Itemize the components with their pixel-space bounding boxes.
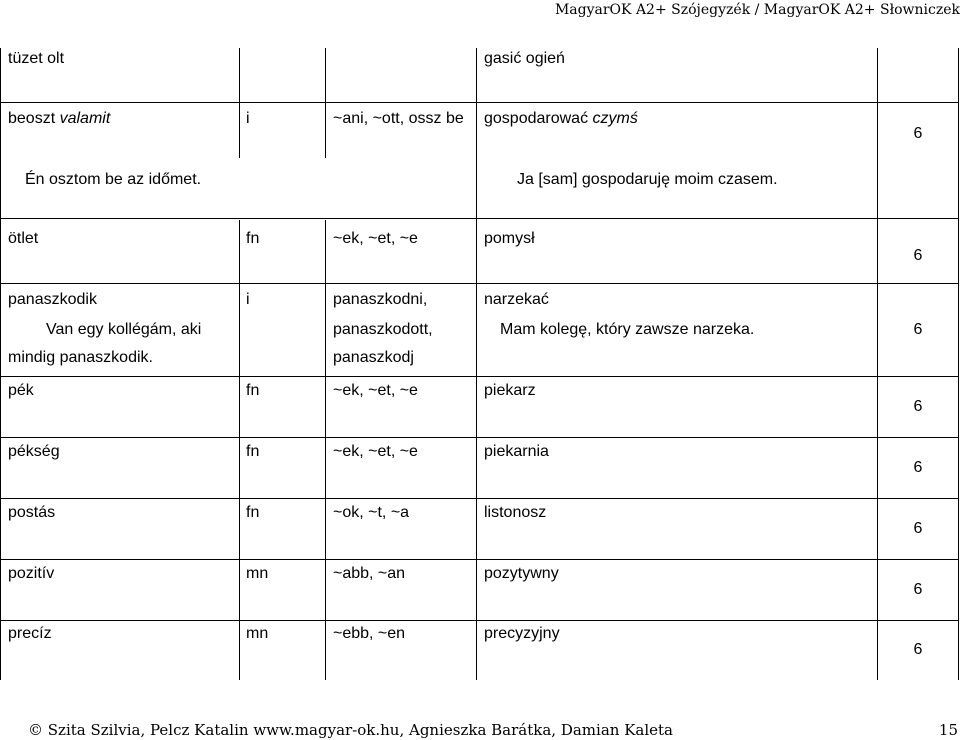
row-divider	[0, 102, 959, 103]
row-divider	[0, 437, 959, 438]
page-number: 15	[938, 721, 958, 739]
table-row-example-pl: Mam kolegę, który zawsze narzeka.	[500, 321, 755, 338]
table-row-pl: precyzyjny	[484, 625, 560, 642]
table-row-type: mn	[246, 625, 269, 642]
table-row-pl: piekarnia	[484, 443, 549, 460]
table-row-forms: ~abb, ~an	[333, 565, 406, 582]
column-divider	[239, 48, 240, 158]
table-row-hu: pék	[8, 382, 34, 399]
table-row-pl: pomysł	[484, 230, 535, 247]
table-row-hu: pékség	[8, 443, 60, 460]
page-footer	[0, 720, 960, 740]
table-row-type: fn	[246, 443, 260, 460]
table-row-example-hu: mindig panaszkodik.	[8, 349, 153, 366]
table-row-pl: gospodarować czymś	[484, 110, 638, 127]
table-row-pl: piekarz	[484, 382, 536, 399]
table-row-forms: panaszkodott,	[333, 321, 433, 338]
table-row-example-hu: Van egy kollégám, aki	[46, 321, 202, 338]
table-row-level: 6	[913, 459, 923, 476]
table-row-level: 6	[913, 520, 923, 537]
table-row-forms: ~ok, ~t, ~a	[333, 504, 410, 521]
page-header: MagyarOK A2+ Szójegyzék / MagyarOK A2+ Słowniczek	[554, 2, 960, 18]
table-row-type: i	[246, 291, 250, 308]
column-divider	[325, 48, 326, 158]
footer-credits: © Szita Szilvia, Pelcz Katalin www.magyar-ok.hu, Agnieszka Barátka, Damian Kaleta	[28, 721, 673, 739]
table-row-hu: panaszkodik	[8, 291, 97, 308]
row-divider	[0, 559, 959, 560]
table-row-forms: ~ani, ~ott, ossz be	[333, 110, 464, 127]
table-row-hu: precíz	[8, 625, 52, 642]
table-row-type: fn	[246, 230, 260, 247]
row-divider	[0, 218, 959, 219]
row-divider	[0, 498, 959, 499]
table-row-forms: ~ek, ~et, ~e	[333, 443, 418, 460]
table-border-right	[958, 48, 959, 680]
table-row-type: mn	[246, 565, 269, 582]
table-row-example-hu: Én osztom be az időmet.	[25, 171, 202, 188]
table-row-forms: panaszkodj	[333, 349, 414, 366]
table-row-pl: listonosz	[484, 504, 547, 521]
table-row-hu: ötlet	[8, 230, 39, 247]
table-row-level: 6	[913, 641, 923, 658]
table-border-left	[0, 48, 1, 680]
table-row-forms: ~ebb, ~en	[333, 625, 406, 642]
row-divider	[0, 376, 959, 377]
table-row-hu: postás	[8, 504, 56, 521]
table-row-type: i	[246, 110, 250, 127]
table-row-pl: narzekać	[484, 291, 549, 308]
table-row-level: 6	[913, 581, 923, 598]
table-row-pl: gasić ogień	[484, 50, 565, 67]
column-divider	[476, 48, 477, 680]
table-row-level: 6	[913, 125, 923, 142]
table-row-level: 6	[913, 398, 923, 415]
column-divider	[239, 220, 240, 680]
table-row-example-pl: Ja [sam] gospodaruję moim czasem.	[517, 171, 778, 188]
table-row-hu: tüzet olt	[8, 50, 65, 67]
table-row-forms: panaszkodni,	[333, 291, 428, 308]
table-row-level: 6	[913, 247, 923, 264]
table-row-hu: beoszt valamit	[8, 110, 111, 127]
table-row-pl: pozytywny	[484, 565, 559, 582]
table-row-hu: pozitív	[8, 565, 55, 582]
table-row-type: fn	[246, 504, 260, 521]
table-row-forms: ~ek, ~et, ~e	[333, 382, 418, 399]
table-row-level: 6	[913, 321, 923, 338]
table-row-forms: ~ek, ~et, ~e	[333, 230, 418, 247]
table-row-type: fn	[246, 382, 260, 399]
column-divider	[325, 220, 326, 680]
row-divider	[0, 620, 959, 621]
column-divider	[877, 48, 878, 680]
row-divider	[0, 283, 959, 284]
